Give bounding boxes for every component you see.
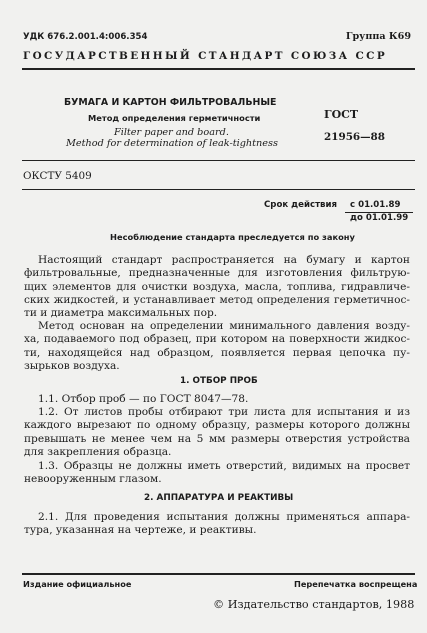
text-line: превышать не менее чем на 5 мм размеры отверстия устройства (24, 432, 410, 445)
text-line: 1.3. Образцы не должны иметь отверстий, видимых на просвет (38, 460, 410, 472)
clause-1-3 (24, 460, 410, 487)
document-subtitle: Метод определения герметичности (88, 113, 261, 123)
legal-notice: Несоблюдение стандарта преследуется по закону (110, 232, 355, 242)
title-en-line-2: Method for determination of leak-tightness (66, 138, 278, 149)
text-line: Настоящий стандарт распространяется на бумагу и картон (38, 254, 410, 266)
copyright-notice: © Издательство стандартов, 1988 (213, 598, 415, 611)
clause-1-2 (24, 406, 410, 459)
clause-1-1 (24, 393, 410, 406)
text-line: 1.1. Отбор проб — по ГОСТ 8047—78. (38, 393, 249, 405)
udk-code: УДК 676.2.001.4:006.354 (23, 32, 148, 42)
state-standard-banner: ГОСУДАРСТВЕННЫЙ СТАНДАРТ СОЮЗА ССР (23, 50, 388, 62)
intro-paragraph-2 (24, 320, 410, 373)
validity-label: Срок действия (264, 200, 338, 210)
text-line: 1.2. От листов пробы отбирают три листа для испытания и из (38, 406, 410, 418)
text-line: тура, указанная на чертеже, и реактивы. (24, 524, 257, 537)
reprint-prohibited: Перепечатка воспрещена (294, 579, 418, 589)
intro-paragraph-1 (24, 254, 410, 320)
text-line: щих элементов для очистки воздуха, масла, топлива, гидравличе- (24, 280, 410, 293)
footer-rule (22, 573, 415, 575)
text-line: для закрепления образца. (24, 445, 172, 458)
text-line: Метод основан на определении минимального давления возду- (38, 320, 410, 332)
text-line: невооруженным глазом. (24, 473, 162, 486)
text-line: ских жидкостей, и устанавливает метод определения герметичнос- (24, 293, 410, 306)
text-line: 2.1. Для проведения испытания должны применяться аппара- (38, 511, 410, 523)
header-rule (22, 68, 415, 70)
validity-to: до 01.01.99 (350, 213, 409, 223)
section-2-heading: 2. АППАРАТУРА И РЕАКТИВЫ (144, 493, 294, 503)
text-line: зырьков воздуха. (24, 359, 120, 372)
title-en-line-1: Filter paper and board. (114, 127, 229, 138)
text-line: каждого вырезают по одному образцу, размеры которого должны (24, 419, 410, 432)
text-line: ти, находящейся над образцом, появляется первая цепочка пу- (24, 346, 410, 359)
title-block-rule (22, 160, 415, 161)
group-code: Группа К69 (345, 31, 411, 42)
gost-label: ГОСТ (324, 108, 359, 121)
section-1-heading: 1. ОТБОР ПРОБ (180, 376, 258, 386)
text-line: фильтровальные, предназначенные для изготовления фильтрую- (24, 267, 410, 280)
okstu-code: ОКСТУ 5409 (23, 170, 92, 182)
gost-number: 21956—88 (324, 131, 385, 143)
validity-from: с 01.01.89 (350, 200, 401, 210)
text-line: ти и диаметра максимальных пор. (24, 307, 218, 320)
text-line: ха, подаваемого под образец, при котором на поверхности жидкос- (24, 333, 410, 346)
official-edition: Издание официальное (23, 579, 132, 589)
clause-2-1 (24, 511, 410, 538)
okstu-rule (22, 189, 415, 190)
document-title: БУМАГА И КАРТОН ФИЛЬТРОВАЛЬНЫЕ (64, 97, 277, 108)
